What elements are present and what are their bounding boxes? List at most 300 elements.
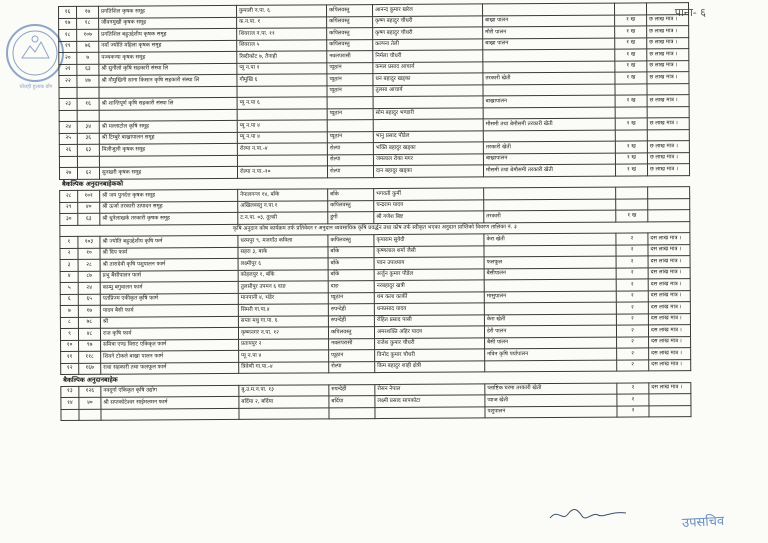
amount-cell: दस लाख मात्र । xyxy=(649,336,691,348)
applicant-name-cell: मिलीजुली कृषक समूह xyxy=(99,143,237,155)
app-no-cell xyxy=(79,409,101,421)
district-cell: बाँके xyxy=(328,189,374,201)
address-cell: रोल्पा न.पा.-१० xyxy=(237,166,327,178)
category-cell: २ xyxy=(617,336,649,348)
project-cell: बाख्रा पालन xyxy=(483,15,615,27)
district-cell: डुंगी xyxy=(328,212,374,224)
project-cell: तरकारी खेती xyxy=(483,141,615,153)
district-cell: रुपन्देही xyxy=(328,315,374,327)
app-no-cell: ६२ xyxy=(77,167,99,179)
app-no-cell: १६७ xyxy=(79,363,101,375)
project-cell: बैसी पालन xyxy=(485,337,617,349)
address-cell: मानपानी ४, भंडेर xyxy=(238,292,328,304)
project-cell xyxy=(484,279,616,291)
amount-cell: दस लाख मात्र । xyxy=(649,348,691,360)
app-no-cell: ६३ xyxy=(77,64,99,76)
contact-person-cell: सोम बहादुर भण्डारी xyxy=(373,107,483,119)
district-cell: प्यूठान xyxy=(327,108,373,120)
signature-mark xyxy=(548,506,628,524)
amount-cell xyxy=(649,394,691,406)
applicant-name-cell: नवदुर्गा एकिकृत कृषि उद्योग xyxy=(101,385,239,397)
applicant-name-cell: प्रगतिशिल कृषक समूह xyxy=(99,5,237,17)
contact-person-cell: भगवती कुर्मी xyxy=(374,188,484,200)
serial-cell: २ xyxy=(60,248,78,260)
amount-cell: दस लाख मात्र । xyxy=(649,359,691,371)
project-cell: बाख्रापालन xyxy=(483,95,615,107)
amount-cell: छ लाख मात्र । xyxy=(647,60,689,72)
app-no-cell: १०३ xyxy=(78,236,100,248)
address-cell: प्यू न.पा ६ xyxy=(237,97,327,109)
address-cell: लक्ष्मीपुर ६ xyxy=(238,258,328,270)
district-cell: रोल्पा xyxy=(327,154,373,166)
district-cell: कपिलवस्तु xyxy=(327,39,373,51)
applicant-name-cell: श्री धुनेलाखर्क तरकारी कृषक समूह xyxy=(100,212,238,224)
category-cell: १ ख xyxy=(615,49,647,61)
address-cell xyxy=(237,108,327,120)
address-cell: रोल्पा न.पा.-४ xyxy=(237,143,327,155)
serial-cell xyxy=(59,110,77,122)
project-cell: मौसमी तथा बेमौसमी तरकारी खेती xyxy=(483,118,615,130)
app-no-cell: १०१ xyxy=(78,190,100,202)
address-cell: कुमाली न.पा. ६ xyxy=(236,5,326,17)
project-cell: प्लाष्टिक घरमा तरकारी खेती xyxy=(485,383,617,395)
address-cell: ट.न.पा. ०३, तुल्सी xyxy=(238,212,328,224)
serial-cell xyxy=(59,87,77,99)
applicant-name-cell: श्री ऊर्जा तरकारी उत्पादन समूह xyxy=(100,201,238,213)
applicant-name-cell: प्रगतिशिल बहुउद्देशीय कृषक समूह xyxy=(99,28,237,40)
district-cell: बर्दिया xyxy=(329,396,375,408)
table-row xyxy=(61,405,691,420)
project-cell xyxy=(483,107,615,119)
contact-person-cell: रोसन नेपाल xyxy=(375,383,485,395)
applicant-name-cell: समित्रा एण्ड विराट एकिकृत फार्म xyxy=(101,339,239,351)
category-cell: २ xyxy=(616,267,648,279)
amount-cell xyxy=(647,106,689,118)
serial-cell: २३ xyxy=(59,98,77,110)
address-cell: कृष्णनगर न.पा. १२ xyxy=(238,327,328,339)
applicant-name-cell: श्री मल्लाटोल कृषि समूह xyxy=(99,120,237,132)
project-cell: मौरी पालन xyxy=(483,26,615,38)
serial-cell: २५ xyxy=(59,133,77,145)
applicant-name-cell: पञ्चकन्या कृषक समूह xyxy=(99,51,237,63)
category-cell: २ xyxy=(617,382,649,394)
project-cell xyxy=(483,61,615,73)
amount-cell: दस लाख मात्र । xyxy=(648,244,690,256)
app-no-cell xyxy=(77,87,99,99)
project-cell xyxy=(482,3,614,15)
signatory-title: उपसचिव xyxy=(681,513,725,532)
address-cell: अखिलवस्तु न.पा.१ xyxy=(238,200,328,212)
project-cell xyxy=(483,49,615,61)
district-cell: दाङ xyxy=(328,281,374,293)
district-cell: प्यूठान xyxy=(327,74,373,86)
project-cell: मासुपालन xyxy=(484,291,616,303)
contact-person-cell: अर्जुन कुमार पौडेल xyxy=(374,268,484,280)
category-cell: २ xyxy=(616,290,648,302)
district-cell xyxy=(327,97,373,109)
amount-cell: दस लाख मात्र । xyxy=(648,233,690,245)
applicant-name-cell: राधा सहकारी तथा फलफूल फार्म xyxy=(101,362,239,374)
district-cell: प्यूठान xyxy=(327,85,373,97)
district-cell xyxy=(327,120,373,132)
district-cell: नवलपरासी xyxy=(329,338,375,350)
serial-cell: ८ xyxy=(60,317,78,329)
address-cell: धरमपुर ९, मजगाँउ कविला xyxy=(238,235,328,247)
amount-cell xyxy=(648,187,690,199)
district-cell: रुपन्देही xyxy=(328,304,374,316)
app-no-cell: ८७ xyxy=(78,271,100,283)
contact-person-cell: अमरशक्ति अहिर यादव xyxy=(374,326,484,338)
project-cell: डेरी पालन xyxy=(484,325,616,337)
serial-cell: ६ xyxy=(60,294,78,306)
district-cell: प्यूठान xyxy=(327,62,373,74)
address-cell: प्यू न.पा १ xyxy=(237,62,327,74)
contact-person-cell: रोहित प्रसाद पासी xyxy=(374,314,484,326)
contact-person-cell: तुलसा आचार्य xyxy=(373,84,483,96)
contact-person-cell: राजेश कुमार चौधरी xyxy=(375,337,485,349)
address-cell: सप्ता मधु गा.पा. ६ xyxy=(238,315,328,327)
serial-cell xyxy=(59,156,77,168)
serial-cell: ५ xyxy=(60,282,78,294)
amount-cell: दस लाख मात्र । xyxy=(648,290,690,302)
amount-cell xyxy=(646,3,688,15)
contact-person-cell: भानु प्रसाद पौडेल xyxy=(373,130,483,142)
amount-cell: दस लाख मात्र । xyxy=(648,313,690,325)
category-cell: २ xyxy=(616,313,648,325)
project-cell: नविन कृषि पर्यापालन xyxy=(485,348,617,360)
seal-text: घोराही हुलाक डाँग xyxy=(19,84,53,90)
section-title: बैकल्पिक अनुदानबाहेक xyxy=(61,371,691,386)
category-cell: २ xyxy=(617,348,649,360)
app-no-cell: ६३ xyxy=(77,144,99,156)
applicant-name-cell: श्री तारादेवी कृषि पशुपालन फार्म xyxy=(100,258,238,270)
amount-cell: दस लाख मात्र । xyxy=(649,382,691,394)
project-cell: पशुपालन xyxy=(485,406,617,418)
app-no-cell: ४७ xyxy=(77,75,99,87)
amount-cell xyxy=(649,405,691,417)
address-cell: सहरा ३, बाके xyxy=(238,246,328,258)
address-cell: शिवराज ५ xyxy=(237,39,327,51)
contact-person-cell: कृष्णलाल शर्मा जैसी xyxy=(374,245,484,257)
district-cell xyxy=(329,407,375,419)
district-cell: रोल्पा xyxy=(327,143,373,155)
app-no-cell: १० xyxy=(78,248,100,260)
district-cell: प्यूठान xyxy=(328,292,374,304)
category-cell: २ xyxy=(617,405,649,417)
amount-cell: दस लाख मात्र । xyxy=(648,279,690,291)
address-cell: तुलसीपुर उपमन ६ दाङ xyxy=(238,281,328,293)
project-cell: बैसीपालन xyxy=(484,268,616,280)
contact-person-cell: कल्पना तेली xyxy=(373,38,483,50)
contact-person-cell: लक्ष्मी प्रसाद सापकोटा xyxy=(375,395,485,407)
category-cell: १ ख xyxy=(615,37,647,49)
amount-cell: छ लाख मात्र । xyxy=(647,26,689,38)
app-no-cell: ७६ xyxy=(77,41,99,53)
district-cell: बाँके xyxy=(328,246,374,258)
app-no-cell: २८ xyxy=(78,259,100,271)
serial-cell xyxy=(61,409,79,421)
district-cell: कपिलवस्तु xyxy=(328,235,374,247)
project-cell xyxy=(484,187,616,199)
app-no-cell: १७ xyxy=(78,305,100,317)
district-cell: कपिलवस्तु xyxy=(328,200,374,212)
contact-person-cell: धनप्रसाद यादव xyxy=(374,303,484,315)
category-cell: १ ख xyxy=(615,152,647,164)
contact-person-cell: विनोद कुमार चौधरी xyxy=(375,349,485,361)
serial-cell: १९ xyxy=(59,41,77,53)
category-cell: १ ख xyxy=(615,14,647,26)
address-cell: कोहलपुर १, बाँके xyxy=(238,269,328,281)
project-cell xyxy=(483,84,615,96)
applicant-name-cell xyxy=(99,155,237,167)
address-cell: शिवराज न.पा. ११ xyxy=(237,28,327,40)
grant-table xyxy=(58,2,692,421)
contact-person-cell: पवन उपाध्याय xyxy=(374,257,484,269)
serial-cell: २४ xyxy=(59,121,77,133)
applicant-name-cell xyxy=(99,109,237,121)
amount-cell: छ लाख मात्र । xyxy=(647,118,689,130)
serial-cell: ७ xyxy=(60,305,78,317)
category-cell: १ ख xyxy=(615,164,647,176)
address-cell: प्यू न.पा ४ xyxy=(237,131,327,143)
app-no-cell: ३६ xyxy=(77,133,99,145)
applicant-name-cell: श्री शान्तिपूर्ण कृषि सहकारी संस्था लि xyxy=(99,97,237,109)
amount-cell xyxy=(648,198,690,210)
serial-cell: १० xyxy=(61,340,79,352)
seal-emblem-icon xyxy=(8,26,62,80)
category-cell: १ ख xyxy=(615,118,647,130)
amount-cell: छ लाख मात्र । xyxy=(647,95,689,107)
serial-cell: २७ xyxy=(59,167,77,179)
contact-person-cell: दान बहादुर खड्का xyxy=(373,165,483,177)
address-cell: प्यू न.पा ४ xyxy=(239,350,329,362)
app-no-cell: ४० xyxy=(78,202,100,214)
serial-cell: २० xyxy=(59,52,77,64)
applicant-name-cell xyxy=(101,408,239,420)
amount-cell: छ लाख मात्र । xyxy=(647,141,689,153)
applicant-name-cell xyxy=(99,86,237,98)
office-seal xyxy=(6,24,64,82)
contact-person-cell xyxy=(373,96,483,108)
app-no-cell: ३४ xyxy=(77,121,99,133)
section-title: बैकल्पिक अनुदानबाहेकको xyxy=(60,175,690,190)
section-note: कृषि अनुदान कोष कार्यक्रम तर्फ प्रतिवेदन र अनुदान व्यवसायिक कृषि प्रवर्द्धन तथा कोष तर्फ स्वीकृत भएका अनुदान प्राप्तिको विवरण तालिका नं. ३ xyxy=(60,221,690,236)
applicant-name-cell: काम्मु बगुवालन फार्म xyxy=(100,281,238,293)
app-no-cell: ४८ xyxy=(78,328,100,340)
category-cell: १ ख xyxy=(615,26,647,38)
app-no-cell: ६५ xyxy=(78,294,100,306)
category-cell: १ ख xyxy=(615,95,647,107)
serial-cell: ३० xyxy=(60,213,78,225)
app-no-cell: १२६ xyxy=(79,386,101,398)
project-cell: बाख्रा पालन xyxy=(483,38,615,50)
project-cell xyxy=(485,360,617,372)
serial-cell: २८ xyxy=(60,190,78,202)
category-cell: १ ख xyxy=(615,72,647,84)
category-cell xyxy=(615,106,647,118)
contact-person-cell: निर्मला चौधरी xyxy=(373,50,483,62)
district-cell: प्यूठान xyxy=(329,350,375,362)
district-cell: कपिलवस्तु xyxy=(328,327,374,339)
project-cell: तरकारी खेती xyxy=(483,72,615,84)
contact-person-cell xyxy=(373,119,483,131)
applicant-name-cell: श्री सप्तकोटेश्वर साईमलमन फार्म xyxy=(101,396,239,408)
project-cell: बाख्रापालन xyxy=(483,153,615,165)
project-cell: फलफूल xyxy=(484,256,616,268)
category-cell: २ xyxy=(616,279,648,291)
applicant-name-cell: नयाँ ज्योति महिला कृषक समूह xyxy=(99,40,237,52)
address-cell: क.न.पा. १ xyxy=(237,16,327,28)
app-no-cell: २४ xyxy=(78,282,100,294)
category-cell: २ xyxy=(616,244,648,256)
address-cell xyxy=(237,85,327,97)
app-no-cell: १०७ xyxy=(77,29,99,41)
district-cell: कपिलवस्तु xyxy=(327,16,373,28)
contact-person-cell: नरबहादुर खत्री xyxy=(374,280,484,292)
address-cell xyxy=(237,154,327,166)
category-cell xyxy=(615,83,647,95)
address-cell: रिब्दीकोट ७, तैनाही xyxy=(237,51,327,63)
serial-cell: १८ xyxy=(59,29,77,41)
applicant-name-cell: श्री सुनौलो कृषि सहकारी संस्था लि xyxy=(99,63,237,75)
project-cell xyxy=(483,130,615,142)
applicant-name-cell: श्री दिप फार्म xyxy=(100,247,238,259)
app-no-cell: ९७ xyxy=(79,340,101,352)
address-cell: प्रतापपुर २ xyxy=(239,338,329,350)
contact-person-cell: किम बहादुर शाही क्षेत्री xyxy=(375,360,485,372)
project-cell: केरा खेती xyxy=(484,314,616,326)
address-cell: गौमुखि ६ xyxy=(237,74,327,86)
amount-cell xyxy=(648,210,690,222)
contact-person-cell: धन बहादुर खड्का xyxy=(373,73,483,85)
district-cell: रोल्पा xyxy=(327,166,373,178)
category-cell xyxy=(615,129,647,141)
category-cell: २ xyxy=(616,256,648,268)
contact-person-cell: कमल प्रसाद आचार्य xyxy=(373,61,483,73)
project-cell: तरकारी xyxy=(484,210,616,222)
contact-person-cell: श्री गणेश बिष्ट xyxy=(374,211,484,223)
amount-cell: दस लाख मात्र । xyxy=(648,302,690,314)
app-no-cell: ११८ xyxy=(79,351,101,363)
district-cell: नवलपरासी xyxy=(327,51,373,63)
applicant-name-cell: पतप्रिज्म एकीकृत कृषि फार्म xyxy=(100,293,238,305)
address-cell: नेपालगन्ज १४, बाँके xyxy=(238,189,328,201)
serial-cell: १४ xyxy=(61,397,79,409)
serial-cell: १२ xyxy=(61,363,79,375)
app-no-cell xyxy=(77,156,99,168)
app-no-cell: ६३ xyxy=(78,213,100,225)
contact-person-cell xyxy=(375,406,485,418)
district-cell: बाँके xyxy=(328,258,374,270)
contact-person-cell: जमलाल रोका मगर xyxy=(373,153,483,165)
applicant-name-cell: श्री xyxy=(100,316,238,328)
applicant-name-cell: राज कृषि फार्म xyxy=(100,327,238,339)
category-cell: १ ख xyxy=(615,60,647,72)
project-cell xyxy=(484,199,616,211)
address-cell xyxy=(239,407,329,419)
project-cell: प्याज खेती xyxy=(485,394,617,406)
project-cell xyxy=(484,302,616,314)
app-no-cell: १८ xyxy=(77,18,99,30)
app-no-cell: १७ xyxy=(77,6,99,18)
applicant-name-cell: सुनखरी कृषक समूह xyxy=(99,166,237,178)
app-no-cell: ४० xyxy=(79,397,101,409)
address-cell: त्रिवेणी गा.पा.-४ xyxy=(239,361,329,373)
applicant-name-cell: श्री गौमुखिनी साना किसान कृषि सहकारी संस्था लि xyxy=(99,74,237,86)
district-cell: कपिलवस्तु xyxy=(326,5,372,17)
district-cell: रुपन्देही xyxy=(329,384,375,396)
category-cell xyxy=(614,3,646,15)
app-no-cell: ७ xyxy=(77,52,99,64)
amount-cell: छ लाख मात्र । xyxy=(647,49,689,61)
applicant-name-cell: जीवनमुखी कृषक समूह xyxy=(99,17,237,29)
amount-cell: दस लाख मात्र । xyxy=(648,267,690,279)
amount-cell: छ लाख मात्र । xyxy=(647,14,689,26)
amount-cell: छ लाख मात्र । xyxy=(647,164,689,176)
serial-cell: ११ xyxy=(61,351,79,363)
address-cell: बर्दिया २, बर्दिया xyxy=(239,396,329,408)
project-cell: मौसमी तथा बेमौसमी तरकारी खेती xyxy=(483,164,615,176)
category-cell xyxy=(616,198,648,210)
serial-cell: २२ xyxy=(59,75,77,87)
applicant-name-cell: शिवने टोकले बाख्रा पालन फार्म xyxy=(101,350,239,362)
district-cell: प्यूठान xyxy=(327,131,373,143)
app-no-cell: ७८ xyxy=(78,317,100,329)
serial-cell: १६ xyxy=(59,6,77,18)
amount-cell xyxy=(647,83,689,95)
category-cell: १ ख xyxy=(616,210,648,222)
contact-person-cell: थम कला कार्की xyxy=(374,291,484,303)
amount-cell: दस लाख मात्र । xyxy=(648,325,690,337)
district-cell: बाँके xyxy=(328,269,374,281)
district-cell: रोल्पा xyxy=(329,361,375,373)
category-cell xyxy=(616,187,648,199)
serial-cell: ३ xyxy=(60,259,78,271)
contact-person-cell: कृष्ण बहादुर चौधरी xyxy=(373,15,483,27)
serial-cell: १७ xyxy=(59,18,77,30)
address-cell: बु.उ.म.न.पा. १३ xyxy=(239,384,329,396)
category-cell: २ xyxy=(617,394,649,406)
category-cell: १ ख xyxy=(615,141,647,153)
app-no-cell: १६ xyxy=(77,98,99,110)
category-cell: २ xyxy=(616,302,648,314)
serial-cell: १३ xyxy=(61,386,79,398)
address-cell: प्यू न.पा ४ xyxy=(237,120,327,132)
contact-person-cell: चन्द्रराम यादव xyxy=(374,199,484,211)
serial-cell: १ xyxy=(60,236,78,248)
contact-person-cell: कृष्ण बहादुर चौधरी xyxy=(373,27,483,39)
serial-cell: २१ xyxy=(59,64,77,76)
applicant-name-cell: श्री ज्योति बहुउद्देशीय कृषि फर्म xyxy=(100,235,238,247)
applicant-name-cell: यादव बैसी फार्म xyxy=(100,304,238,316)
address-cell: सिमरी गा.पा.४ xyxy=(238,304,328,316)
serial-cell: २९ xyxy=(60,202,78,214)
applicant-name-cell: श्री जय पुनर्दत्त कृषक समूह xyxy=(100,189,238,201)
amount-cell xyxy=(647,129,689,141)
contact-person-cell: कृपाराम सुवेदी xyxy=(374,234,484,246)
category-cell: २ xyxy=(617,359,649,371)
project-cell xyxy=(484,245,616,257)
amount-cell: छ लाख मात्र । xyxy=(647,72,689,84)
serial-cell: ४ xyxy=(60,271,78,283)
amount-cell: छ लाख मात्र । xyxy=(647,152,689,164)
contact-person-cell: आनन्द कुमार खरेल xyxy=(372,4,482,16)
district-cell: कपिलवस्तु xyxy=(327,28,373,40)
amount-cell: दस लाख मात्र । xyxy=(648,256,690,268)
serial-cell: ९ xyxy=(60,328,78,340)
category-cell: २ xyxy=(616,233,648,245)
amount-cell: छ लाख मात्र । xyxy=(647,37,689,49)
